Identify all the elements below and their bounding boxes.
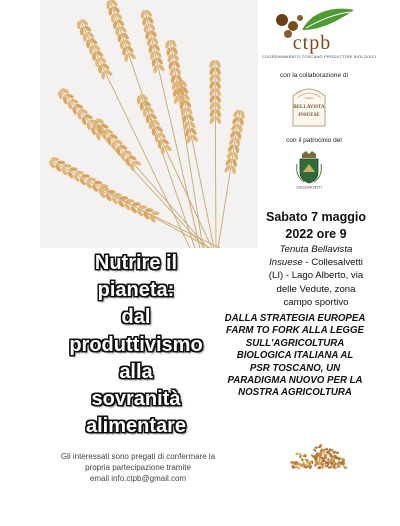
crest-crown — [302, 151, 316, 158]
partner-logo-line1: Tenuta — [304, 96, 314, 100]
topic-line: PARADIGMA NUOVO PER LA — [227, 375, 363, 387]
wheat-kernel — [145, 208, 153, 212]
wheat-grain-pile — [286, 432, 350, 472]
grain-kernel — [325, 448, 329, 450]
rsvp-note — [40, 451, 236, 485]
wheat-kernel — [209, 115, 216, 124]
venue-name: Insuese — [269, 257, 303, 269]
wheat-kernel — [139, 205, 147, 209]
event-date-line: Sabato 7 maggio — [265, 210, 367, 224]
wheat-kernel — [75, 103, 84, 110]
wheat-kernel — [215, 66, 222, 75]
wheat-kernel — [161, 146, 165, 154]
venue-address-line: campo sportivo — [283, 296, 349, 308]
wheat-stem — [215, 60, 216, 248]
wheat-photo — [40, 0, 258, 248]
wheat-kernel — [119, 144, 128, 151]
wheat-kernel — [81, 116, 87, 125]
wheat-kernel — [128, 154, 137, 161]
wheat-kernel — [209, 101, 216, 110]
wheat-kernel — [149, 121, 153, 129]
wheat-kernel — [215, 115, 222, 124]
wheat-kernel — [143, 108, 147, 116]
grain-kernel — [335, 451, 339, 454]
topic-line: DALLA STRATEGIA EUROPEA — [224, 313, 366, 324]
rsvp-line: propria partecipazione tramite — [85, 463, 191, 473]
wheat-kernel — [57, 91, 63, 100]
wheat-kernel — [76, 111, 82, 120]
venue-address-line: (LI) - Lago Alberto, via — [268, 270, 364, 282]
title-line: produttivismo — [69, 333, 203, 356]
wheat-kernel — [95, 59, 99, 67]
wheat-kernel — [209, 94, 216, 103]
venue-town: - Collesalvetti — [302, 257, 363, 269]
grain-kernel — [313, 448, 317, 452]
wheat-kernel — [208, 66, 215, 75]
wheat-stem — [140, 95, 212, 248]
collaboration-label: con la collaborazione di — [280, 72, 348, 79]
wheat-kernel — [86, 122, 92, 131]
wheat-kernel — [66, 170, 74, 179]
event-venue — [252, 243, 380, 309]
wheat-kernel — [215, 73, 222, 82]
wheat-kernel — [109, 133, 118, 140]
wheat-kernel — [83, 33, 87, 41]
topic-description — [200, 313, 390, 400]
topic-line: BIOLOGICA ITALIANA AL — [236, 350, 354, 362]
wheat-kernel — [158, 140, 162, 148]
title-line: sovranità — [91, 388, 181, 411]
title-line: dal — [121, 306, 151, 329]
wheat-kernel — [146, 115, 150, 123]
grain-kernel — [301, 458, 305, 462]
wheat-stem — [95, 120, 208, 248]
wheat-kernel — [114, 138, 123, 145]
wheat-kernel — [215, 87, 222, 96]
venue-address-line: delle Vedute, zona — [276, 283, 356, 295]
topic-line: NOSTRA AGRICOLTURA — [238, 387, 352, 399]
municipality-logo-text: COLLESALVETTI — [296, 185, 322, 190]
wheat-kernel — [209, 87, 216, 96]
logo-dot — [276, 14, 288, 26]
wheat-kernel — [155, 134, 159, 142]
wheat-kernel — [151, 211, 159, 215]
wheat-kernel — [215, 101, 222, 110]
wheat-kernel — [215, 108, 222, 117]
wheat-kernel — [152, 127, 156, 135]
wheat-kernel — [208, 73, 215, 82]
topic-line: SULL'AGRICOLTURA — [245, 337, 345, 349]
wheat-kernel — [215, 94, 222, 103]
wheat-ears-illustration — [40, 0, 258, 248]
topic-line: FARM TO FORK ALLA LEGGE — [226, 325, 364, 337]
wheat-kernel — [98, 65, 102, 73]
topic-line: PSR TOSCANO, UN — [249, 362, 341, 374]
wheat-kernel — [215, 59, 222, 68]
wheat-kernel — [132, 159, 141, 166]
ctpb-logo-subtitle: COORDINAMENTO TOSCANO PRODUTTORI BIOLOGICI — [262, 54, 377, 59]
wheat-stem — [218, 110, 240, 248]
logo-leaf — [302, 9, 354, 30]
collesalvetti-crest — [294, 150, 324, 190]
grain-kernel — [295, 452, 299, 456]
wheat-kernel — [70, 98, 79, 105]
wheat-kernel — [84, 113, 93, 120]
wheat-kernel — [94, 181, 103, 185]
wheat-kernel — [215, 80, 222, 89]
wheat-kernel — [113, 193, 121, 197]
ctpb-logo-text: ctpb — [292, 32, 332, 54]
wheat-kernel — [67, 101, 73, 110]
wheat-kernel — [140, 102, 144, 110]
wheat-kernel — [60, 87, 69, 94]
rsvp-email: email info.ctpb@gmail.com — [89, 474, 187, 484]
wheat-kernel — [77, 21, 81, 29]
wheat-kernel — [92, 52, 96, 60]
main-title — [54, 250, 218, 440]
partner-logo-line2: BELLAVISTA — [293, 105, 325, 110]
wheat-kernel — [62, 96, 68, 105]
logo-dot — [288, 21, 298, 31]
title-line: alimentare — [85, 415, 187, 438]
title-line: Nutrire il — [94, 252, 178, 274]
wheat-stem — [50, 160, 210, 248]
patronage-label: con il patrocinio del — [286, 137, 342, 144]
wheat-kernel — [80, 27, 84, 35]
wheat-kernel — [71, 106, 77, 115]
grain-kernel — [314, 446, 318, 448]
partner-logo-line3: INSUESE — [298, 113, 320, 118]
wheat-kernel — [137, 96, 141, 104]
title-line: pianeta: — [97, 279, 175, 302]
wheat-kernel — [79, 108, 88, 115]
wheat-kernel — [86, 40, 90, 48]
wheat-kernel — [208, 59, 215, 68]
rsvp-line: Gli interessati sono pregati di confermare la — [60, 452, 216, 461]
title-line: alla — [119, 360, 153, 383]
wheat-kernel — [89, 46, 93, 54]
event-date-line: 2022 ore 9 — [285, 227, 347, 241]
logo-dot — [297, 15, 303, 21]
event-date — [252, 209, 380, 243]
wheat-kernel — [60, 167, 68, 176]
wheat-kernel — [208, 80, 215, 89]
wheat-kernel — [101, 71, 105, 79]
wheat-stem — [180, 80, 214, 248]
wheat-kernel — [107, 190, 115, 194]
wheat-kernel — [105, 68, 114, 76]
wheat-kernel — [209, 108, 216, 117]
venue-name: Tenuta Bellavista — [279, 244, 353, 255]
wheat-kernel — [65, 93, 74, 100]
wheat-kernel — [123, 149, 132, 156]
bellavista-logo — [289, 84, 329, 130]
